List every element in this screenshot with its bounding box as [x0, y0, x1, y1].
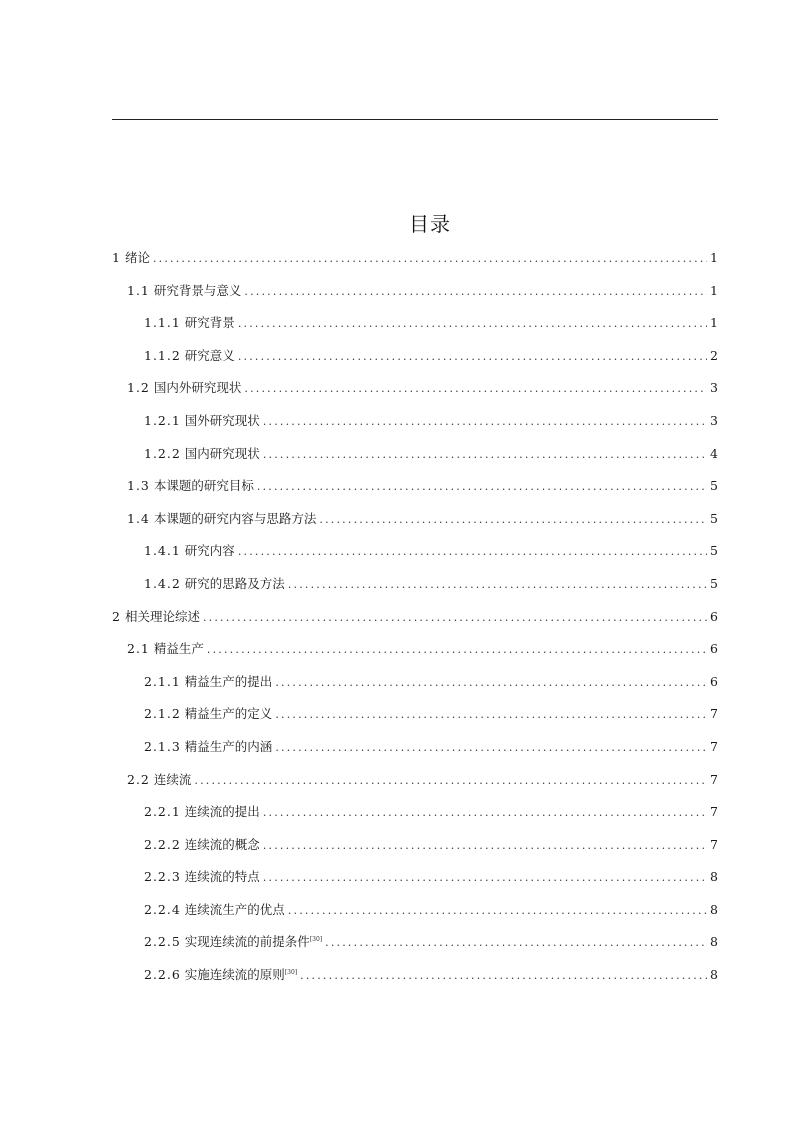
toc-entry-text: 绪论 [124, 250, 150, 265]
toc-page-number: 1 [710, 250, 718, 265]
toc-entry-number: 2.1.3 [144, 738, 181, 754]
dot-leader [238, 540, 707, 564]
toc-entry-text: 本课题的研究内容与思路方法 [153, 510, 317, 526]
toc-entry-number: 2.2.4 [144, 901, 181, 917]
toc-entry-label [144, 344, 235, 368]
toc-entry-text: 研究的思路及方法 [184, 575, 285, 591]
dot-leader [300, 964, 707, 988]
dot-leader [207, 638, 707, 662]
toc-page-number: 1 [710, 282, 718, 298]
toc-page-number: 6 [710, 641, 718, 657]
toc-entry-text: 连续流 [153, 771, 192, 787]
toc-entry-number: 2.2.2 [144, 836, 181, 852]
toc-page-number: 5 [710, 478, 718, 494]
dot-leader [263, 410, 707, 434]
toc-page-number: 3 [710, 412, 718, 428]
toc-page-number: 3 [710, 380, 718, 396]
dot-leader [275, 736, 707, 760]
toc-entry-text: 本课题的研究目标 [153, 478, 254, 494]
toc-entry-text: 实现连续流的前提条件 [184, 934, 310, 950]
toc-entry-label [144, 898, 285, 922]
toc-entry-text: 连续流的特点 [184, 869, 260, 885]
toc-entry[interactable] [112, 507, 718, 540]
toc-entry-number: 1.2.1 [144, 412, 181, 428]
toc-entry[interactable] [112, 539, 718, 572]
dot-leader [288, 899, 707, 923]
toc-entry-text: 研究背景 [184, 315, 235, 331]
toc-entry-text: 国内外研究现状 [153, 380, 242, 396]
toc-page-number: 7 [710, 771, 718, 787]
dot-leader [263, 801, 707, 825]
toc-entry[interactable] [112, 572, 718, 605]
toc-entry-text: 精益生产 [153, 641, 204, 657]
toc-entry-text: 连续流的提出 [184, 804, 260, 820]
dot-leader [288, 573, 707, 597]
toc-page-number: 1 [710, 315, 718, 331]
toc-page-number: 5 [710, 510, 718, 526]
toc-entry-number: 1.4 [127, 510, 150, 526]
toc-entry[interactable] [112, 311, 718, 344]
toc-entry[interactable] [112, 376, 718, 409]
citation-superscript: [30] [309, 936, 323, 944]
toc-entry-label [144, 311, 235, 335]
toc-page-number: 5 [710, 575, 718, 591]
dot-leader [153, 247, 707, 271]
toc-entry-label [144, 702, 272, 726]
toc-entry-text: 精益生产的内涵 [184, 738, 273, 754]
toc-entry[interactable] [112, 735, 718, 768]
dot-leader [244, 377, 707, 401]
toc-entry-label [127, 279, 241, 303]
toc-page-number: 8 [710, 934, 718, 950]
toc-entry-label [144, 409, 260, 433]
dot-leader [275, 671, 707, 695]
toc-entry-text: 国内研究现状 [184, 445, 260, 461]
toc-entry-number: 2 [112, 608, 121, 624]
toc-entry-number: 2.2.5 [144, 934, 181, 950]
dot-leader [194, 769, 707, 793]
toc-entry[interactable] [112, 344, 718, 377]
toc-entry-number: 2.2.6 [144, 967, 181, 983]
toc-page-number: 8 [710, 869, 718, 885]
toc-entry-number: 1.2 [127, 380, 150, 396]
toc-entry-label [144, 963, 297, 987]
header-rule [112, 119, 718, 120]
toc-entry[interactable] [112, 865, 718, 898]
toc-entry[interactable] [112, 605, 718, 638]
toc-entry-label [144, 800, 260, 824]
toc-page-number: 7 [710, 738, 718, 754]
toc-entry-number: 1.1.1 [144, 315, 181, 331]
toc-entry[interactable] [112, 702, 718, 735]
toc-entry-number: 1.4.1 [144, 543, 181, 559]
toc-entry-number: 1.2.2 [144, 445, 181, 461]
toc-entry-text: 连续流的概念 [184, 836, 260, 852]
dot-leader [325, 931, 707, 955]
toc-entry-text: 国外研究现状 [184, 412, 260, 428]
toc-page-number: 5 [710, 543, 718, 559]
toc-entry-number: 1.3 [127, 478, 150, 494]
toc-entry[interactable] [112, 963, 718, 996]
dot-leader [263, 834, 707, 858]
toc-entry-number: 2.1.1 [144, 673, 181, 689]
toc-entry-number: 1.1 [127, 282, 150, 298]
toc-entry[interactable] [112, 246, 718, 279]
citation-superscript: [30] [284, 968, 298, 976]
toc-entry-number: 2.2.3 [144, 869, 181, 885]
toc-entry-label [127, 637, 204, 661]
toc-entry-label [144, 865, 260, 889]
table-of-contents [112, 246, 718, 996]
dot-leader [238, 345, 707, 369]
toc-entry[interactable] [112, 409, 718, 442]
toc-entry[interactable] [112, 898, 718, 931]
toc-entry-label [144, 442, 260, 466]
toc-entry-number: 1.1.2 [144, 347, 181, 363]
toc-entry-label [127, 474, 254, 498]
toc-entry-label [112, 605, 200, 629]
toc-entry-number: 2.1 [127, 641, 150, 657]
toc-entry[interactable] [112, 930, 718, 963]
toc-page-number: 4 [710, 445, 718, 461]
dot-leader [319, 508, 707, 532]
toc-page-number: 8 [710, 901, 718, 917]
toc-entry[interactable] [112, 800, 718, 833]
toc-page-number: 7 [710, 804, 718, 820]
toc-entry-text: 研究内容 [184, 543, 235, 559]
toc-page-number: 8 [710, 967, 718, 983]
toc-entry-label [144, 735, 272, 759]
toc-entry-text: 连续流生产的优点 [184, 901, 285, 917]
toc-entry-label [144, 670, 272, 694]
toc-entry-text: 研究意义 [184, 347, 235, 363]
toc-page-number: 7 [710, 706, 718, 722]
toc-entry-number: 1 [112, 250, 121, 265]
toc-entry-text: 研究背景与意义 [153, 282, 242, 298]
toc-entry-label [127, 376, 241, 400]
toc-entry[interactable] [112, 768, 718, 801]
dot-leader [263, 443, 707, 467]
toc-entry-number: 2.1.2 [144, 706, 181, 722]
toc-entry-number: 1.4.2 [144, 575, 181, 591]
dot-leader [257, 475, 707, 499]
toc-entry[interactable] [112, 833, 718, 866]
toc-entry-label [144, 572, 285, 596]
toc-entry[interactable] [112, 442, 718, 475]
toc-entry[interactable] [112, 279, 718, 312]
toc-entry-text: 实施连续流的原则 [184, 967, 285, 983]
dot-leader [238, 312, 707, 336]
toc-title: 目录 [409, 212, 451, 236]
toc-entry-number: 2.2.1 [144, 804, 181, 820]
toc-entry-number: 2.2 [127, 771, 150, 787]
toc-entry-text: 相关理论综述 [124, 608, 200, 624]
toc-page-number: 7 [710, 836, 718, 852]
toc-entry[interactable] [112, 637, 718, 670]
toc-entry-label [144, 930, 322, 954]
toc-entry-label [112, 246, 150, 270]
toc-entry[interactable] [112, 474, 718, 507]
dot-leader [244, 280, 707, 304]
dot-leader [275, 703, 707, 727]
toc-entry[interactable] [112, 670, 718, 703]
toc-entry-label [127, 507, 316, 531]
dot-leader [263, 866, 707, 890]
toc-entry-text: 精益生产的提出 [184, 673, 273, 689]
toc-entry-label [127, 768, 191, 792]
dot-leader [203, 606, 707, 630]
toc-page-number: 6 [710, 673, 718, 689]
toc-entry-label [144, 833, 260, 857]
toc-entry-label [144, 539, 235, 563]
toc-page-number: 6 [710, 608, 718, 624]
toc-entry-text: 精益生产的定义 [184, 706, 273, 722]
toc-page-number: 2 [710, 347, 718, 363]
